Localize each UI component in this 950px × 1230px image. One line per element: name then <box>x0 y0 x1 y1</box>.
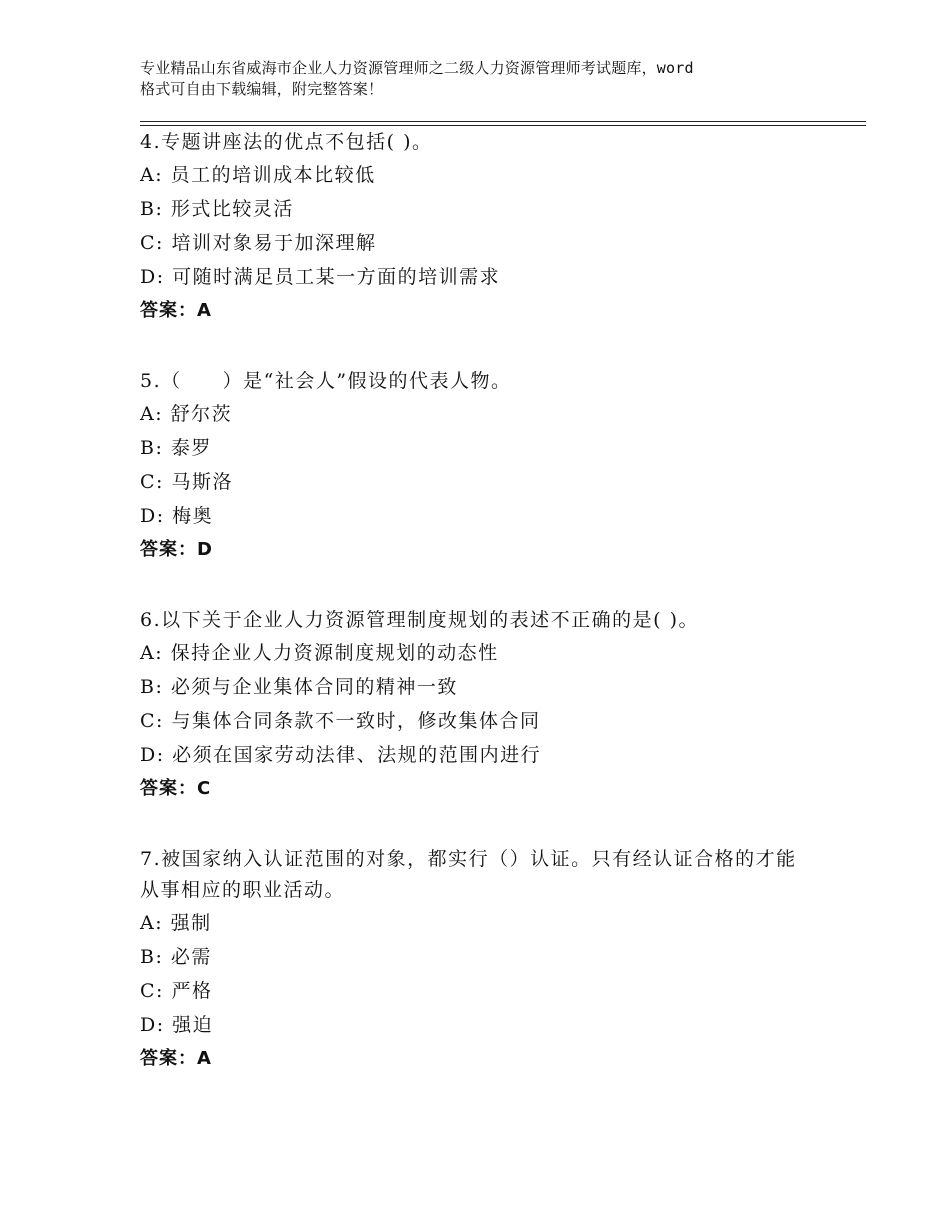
option-c: C: 严格 <box>140 980 213 1002</box>
option-c: C: 马斯洛 <box>140 471 233 493</box>
question-4 <box>140 127 840 328</box>
document-header <box>140 58 840 100</box>
option-b: B: 形式比较灵活 <box>140 198 294 220</box>
option-c: C: 培训对象易于加深理解 <box>140 232 377 254</box>
option-a: A: 强制 <box>140 912 212 934</box>
option-d: D: 必须在国家劳动法律、法规的范围内进行 <box>140 744 542 766</box>
question-6 <box>140 605 840 806</box>
header-divider-top <box>140 121 866 122</box>
header-line-1: 专业精品山东省威海市企业人力资源管理师之二级人力资源管理师考试题库，word <box>140 59 694 77</box>
header-line-2: 格式可自由下载编辑，附完整答案！ <box>140 80 384 98</box>
option-d: D: 强迫 <box>140 1014 214 1036</box>
answer-label: 答案：A <box>140 300 212 321</box>
option-b: B: 必须与企业集体合同的精神一致 <box>140 676 458 698</box>
question-text: 4.专题讲座法的优点不包括( )。 <box>140 131 433 153</box>
option-a: A: 员工的培训成本比较低 <box>140 164 376 186</box>
option-b: B: 泰罗 <box>140 437 212 459</box>
answer-label: 答案：C <box>140 778 212 799</box>
option-b: B: 必需 <box>140 946 212 968</box>
option-d: D: 梅奥 <box>140 505 214 527</box>
header-divider-bottom <box>140 125 866 126</box>
answer-label: 答案：D <box>140 539 213 560</box>
question-5 <box>140 366 840 567</box>
option-a: A: 舒尔茨 <box>140 403 233 425</box>
question-text: 5.（ ）是“社会人”假设的代表人物。 <box>140 370 512 392</box>
option-c: C: 与集体合同条款不一致时，修改集体合同 <box>140 710 541 732</box>
option-a: A: 保持企业人力资源制度规划的动态性 <box>140 642 499 664</box>
question-7 <box>140 844 840 1076</box>
question-text: 6.以下关于企业人力资源管理制度规划的表述不正确的是( )。 <box>140 609 699 631</box>
question-text: 7.被国家纳入认证范围的对象，都实行（）认证。只有经认证合格的才能从事相应的职业活动。 <box>140 848 797 901</box>
answer-label: 答案：A <box>140 1048 212 1069</box>
option-d: D: 可随时满足员工某一方面的培训需求 <box>140 266 501 288</box>
